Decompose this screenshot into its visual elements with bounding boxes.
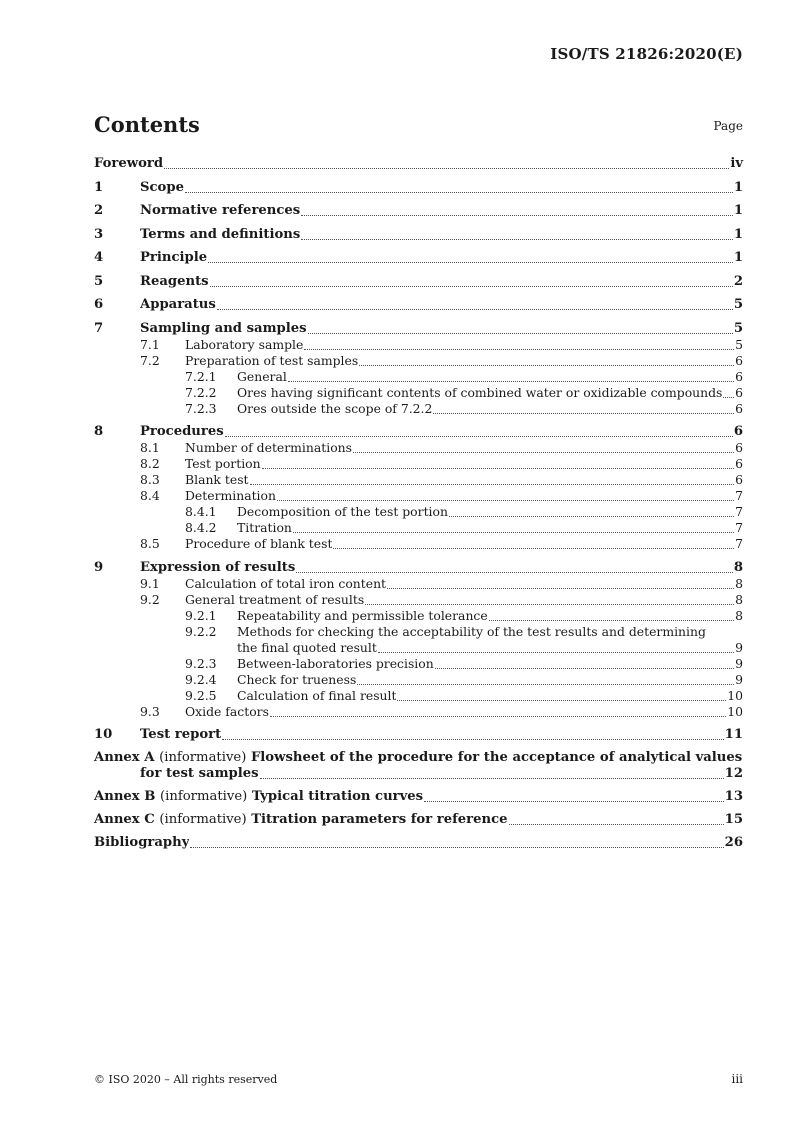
toc-entry-number: 7.1 (140, 336, 160, 352)
toc-entry-page: 5 (733, 320, 743, 336)
toc-entry-title: Normative references (140, 203, 301, 218)
toc-leader (262, 467, 735, 469)
toc-entry-3[interactable] (94, 227, 743, 243)
toc-entry-page: 6 (735, 384, 743, 400)
toc-leader (378, 651, 734, 653)
toc-entry-number: 9.1 (140, 575, 160, 591)
annex-kind: (informative) (159, 750, 247, 765)
toc-entry-number: 8.1 (140, 440, 160, 455)
toc-entry-7-1[interactable] (94, 337, 743, 353)
toc-entry-foreword[interactable] (94, 156, 743, 172)
toc-leader (277, 499, 734, 501)
toc-entry-page: 5 (735, 336, 743, 352)
toc-entry-page: 1 (733, 250, 743, 265)
toc-entry-9-2-2[interactable] (94, 624, 743, 640)
toc-entry-page: 9 (735, 671, 743, 687)
toc-entry-number: 7.2 (140, 352, 160, 368)
toc-leader (190, 846, 723, 848)
page-number: iii (731, 1072, 743, 1086)
toc-entry-9-2-3[interactable] (94, 656, 743, 672)
toc-entry-number: 9.2 (140, 591, 160, 607)
toc-entry-title: Flowsheet of the procedure for the acceptance of analytical values (250, 750, 743, 765)
toc-entry-page: 1 (733, 203, 743, 218)
toc-entry-title-continued: for test samples (140, 766, 259, 781)
toc-entry-title: Terms and definitions (140, 226, 301, 242)
toc-entry-annex-a-continued[interactable] (94, 766, 743, 782)
toc-entry-title: Methods for checking the acceptability of the test results and determining (237, 623, 706, 639)
toc-entry-number: 5 (94, 273, 104, 289)
toc-entry-8-4-1[interactable] (94, 504, 743, 520)
toc-entry-5[interactable] (94, 274, 743, 290)
toc-entry-number: 7.2.2 (185, 384, 217, 400)
toc-entry-title: Check for trueness (237, 671, 357, 687)
toc-entry-title: Foreword (94, 156, 164, 171)
toc-entry-8-5[interactable] (94, 536, 743, 552)
toc-entry-page: 8 (735, 607, 743, 623)
toc-entry-number: 10 (94, 727, 113, 742)
toc-entry-number: 8.4 (140, 488, 160, 503)
toc-entry-title: Titration parameters for reference (251, 812, 508, 827)
annex-kind: (informative) (159, 812, 247, 827)
toc-entry-title-continued: the final quoted result (237, 639, 377, 655)
toc-entry-page: 5 (733, 297, 743, 312)
toc-entry-number: 7.2.3 (185, 400, 217, 416)
toc-leader (304, 348, 734, 350)
toc-entry-page: iv (730, 156, 743, 171)
toc-leader (260, 777, 724, 779)
toc-leader (449, 515, 734, 517)
annex-label: Annex C (94, 812, 155, 827)
toc-entry-9-2[interactable] (94, 592, 743, 608)
annex-label: Annex B (94, 789, 156, 804)
toc-entry-10[interactable] (94, 727, 743, 743)
toc-leader (387, 587, 734, 589)
toc-entry-7-2[interactable] (94, 353, 743, 369)
toc-entry-page: 8 (733, 559, 743, 575)
toc-entry-title: Ores having significant contents of combined water or oxidizable compounds (237, 384, 723, 400)
toc-entry-title: Decomposition of the test portion (237, 504, 448, 519)
toc-leader (489, 619, 734, 621)
toc-entry-number: 7.2.1 (185, 368, 217, 384)
toc-entry-2[interactable] (94, 203, 743, 219)
toc-entry-number: 2 (94, 203, 104, 218)
toc-entry-number: 4 (94, 250, 104, 265)
toc-entry-page: 7 (735, 536, 743, 551)
toc-entry-page: 13 (724, 789, 743, 804)
toc-entry-title: Apparatus (140, 297, 216, 312)
toc-entry-title: Number of determinations (185, 440, 353, 455)
toc-leader (210, 285, 733, 287)
toc-entry-page: 12 (724, 766, 743, 781)
toc-entry-title: Expression of results (140, 559, 296, 575)
toc-entry-page: 26 (724, 835, 743, 850)
toc-entry-number: 9.2.2 (185, 623, 217, 639)
toc-entry-number: 9.2.5 (185, 687, 217, 703)
toc-entry-9-2-4[interactable] (94, 672, 743, 688)
toc-entry-title: Between-laboratories precision (237, 655, 434, 671)
toc-entry-page: 7 (735, 504, 743, 519)
annex-label: Annex A (94, 750, 155, 765)
toc-entry-9-2-1[interactable] (94, 608, 743, 624)
toc-entry-page: 8 (735, 575, 743, 591)
toc-leader (353, 451, 734, 453)
toc-leader (509, 823, 724, 825)
toc-leader (288, 380, 734, 382)
toc-entry-7-2-2[interactable] (94, 385, 743, 401)
toc-entry-1[interactable] (94, 180, 743, 196)
toc-leader (250, 483, 735, 485)
toc-entry-9-1[interactable] (94, 576, 743, 592)
toc-entry-page: 6 (733, 424, 743, 439)
toc-leader (225, 435, 733, 437)
contents-title: Contents (94, 112, 200, 137)
toc-entry-page: 11 (724, 727, 743, 742)
annex-kind: (informative) (160, 789, 248, 804)
toc-entry-title: Blank test (185, 472, 249, 487)
toc-entry-number: 9.2.4 (185, 671, 217, 687)
toc-entry-number: 9 (94, 559, 104, 575)
toc-entry-8-3[interactable] (94, 472, 743, 488)
toc-entry-title: Calculation of final result (237, 687, 397, 703)
toc-entry-7-2-3[interactable] (94, 401, 743, 417)
toc-entry-9-3[interactable] (94, 704, 743, 720)
toc-entry-6[interactable] (94, 297, 743, 313)
table-of-contents (94, 156, 743, 851)
toc-entry-page: 9 (735, 655, 743, 671)
toc-entry-number: 8.3 (140, 472, 160, 487)
toc-entry-number: 9.2.3 (185, 655, 217, 671)
toc-entry-number: 9.3 (140, 703, 160, 719)
toc-entry-page: 7 (735, 488, 743, 503)
toc-leader (222, 738, 723, 740)
copyright-notice: © ISO 2020 – All rights reserved (94, 1073, 278, 1086)
toc-entry-page: 1 (733, 179, 743, 195)
toc-leader (301, 214, 733, 216)
toc-leader (217, 308, 733, 310)
toc-entry-page: 8 (735, 591, 743, 607)
toc-leader (365, 603, 734, 605)
toc-entry-9-2-2-continued[interactable] (94, 640, 743, 656)
toc-entry-page: 7 (735, 520, 743, 535)
toc-entry-page: 10 (727, 703, 743, 719)
toc-entry-title: Procedure of blank test (185, 536, 333, 551)
toc-leader (296, 571, 733, 573)
toc-entry-number: 8.5 (140, 536, 160, 551)
toc-entry-number: 6 (94, 297, 104, 312)
toc-entry-number: 8.4.1 (185, 504, 217, 519)
toc-entry-title: Repeatability and permissible tolerance (237, 607, 488, 623)
toc-entry-title: Principle (140, 250, 208, 265)
toc-entry-title: General (237, 368, 287, 384)
toc-leader (270, 715, 726, 717)
toc-leader (208, 261, 733, 263)
toc-entry-title: Scope (140, 179, 184, 195)
toc-entry-title: Calculation of total iron content (185, 575, 387, 591)
toc-leader (185, 191, 733, 193)
toc-entry-title: Ores outside the scope of 7.2.2 (237, 400, 433, 416)
toc-entry-title: Procedures (140, 424, 224, 439)
toc-entry-title: Bibliography (94, 835, 190, 850)
toc-entry-page: 6 (735, 400, 743, 416)
toc-entry-title: Titration (237, 520, 292, 535)
toc-entry-number: 8.4.2 (185, 520, 217, 535)
toc-entry-number: 8 (94, 424, 104, 439)
toc-entry-title: Test report (140, 727, 222, 742)
toc-entry-page: 6 (735, 472, 743, 487)
toc-entry-4[interactable] (94, 250, 743, 266)
toc-entry-title: Preparation of test samples (185, 352, 359, 368)
toc-entry-number: 8.2 (140, 456, 160, 471)
toc-entry-8-1[interactable] (94, 440, 743, 456)
toc-entry-title: Oxide factors (185, 703, 269, 719)
toc-entry-page: 6 (735, 440, 743, 455)
toc-entry-number: 9.2.1 (185, 607, 217, 623)
toc-entry-annex-b[interactable] (94, 789, 743, 805)
toc-entry-8-2[interactable] (94, 456, 743, 472)
document-id: ISO/TS 21826:2020(E) (550, 45, 743, 63)
toc-leader (433, 412, 734, 414)
toc-leader (359, 364, 734, 366)
toc-entry-title: Sampling and samples (140, 320, 307, 336)
toc-entry-title: Laboratory sample (185, 336, 304, 352)
toc-entry-annex-a[interactable] (94, 750, 743, 766)
toc-leader (301, 238, 733, 240)
toc-entry-8[interactable] (94, 424, 743, 440)
toc-entry-number: 3 (94, 226, 104, 242)
toc-entry-number: 7 (94, 320, 104, 336)
toc-leader (333, 547, 734, 549)
toc-entry-annex-c[interactable] (94, 812, 743, 828)
toc-entry-page: 1 (733, 226, 743, 242)
toc-entry-title: Reagents (140, 273, 209, 289)
toc-entry-title: Test portion (185, 456, 261, 471)
toc-entry-page: 2 (733, 273, 743, 289)
toc-entry-title: General treatment of results (185, 591, 365, 607)
toc-entry-number: 1 (94, 179, 104, 195)
toc-entry-7-2-1[interactable] (94, 369, 743, 385)
toc-entry-9[interactable] (94, 560, 743, 576)
toc-entry-page: 6 (735, 352, 743, 368)
page-column-label: Page (713, 119, 743, 133)
toc-entry-9-2-5[interactable] (94, 688, 743, 704)
toc-leader (164, 167, 729, 169)
toc-leader (357, 683, 734, 685)
toc-leader (424, 800, 724, 802)
toc-leader (397, 699, 726, 701)
toc-entry-page: 6 (735, 368, 743, 384)
toc-entry-page: 6 (735, 456, 743, 471)
toc-entry-page: 9 (735, 639, 743, 655)
toc-entry-bibliography[interactable] (94, 835, 743, 851)
toc-entry-8-4[interactable] (94, 488, 743, 504)
toc-entry-title: Typical titration curves (251, 789, 424, 804)
toc-leader (293, 531, 734, 533)
toc-entry-7[interactable] (94, 321, 743, 337)
toc-leader (723, 396, 734, 398)
toc-entry-8-4-2[interactable] (94, 520, 743, 536)
toc-entry-page: 10 (727, 687, 743, 703)
toc-entry-title: Determination (185, 488, 276, 503)
toc-entry-page: 15 (724, 812, 743, 827)
toc-leader (435, 667, 734, 669)
toc-leader (308, 332, 733, 334)
